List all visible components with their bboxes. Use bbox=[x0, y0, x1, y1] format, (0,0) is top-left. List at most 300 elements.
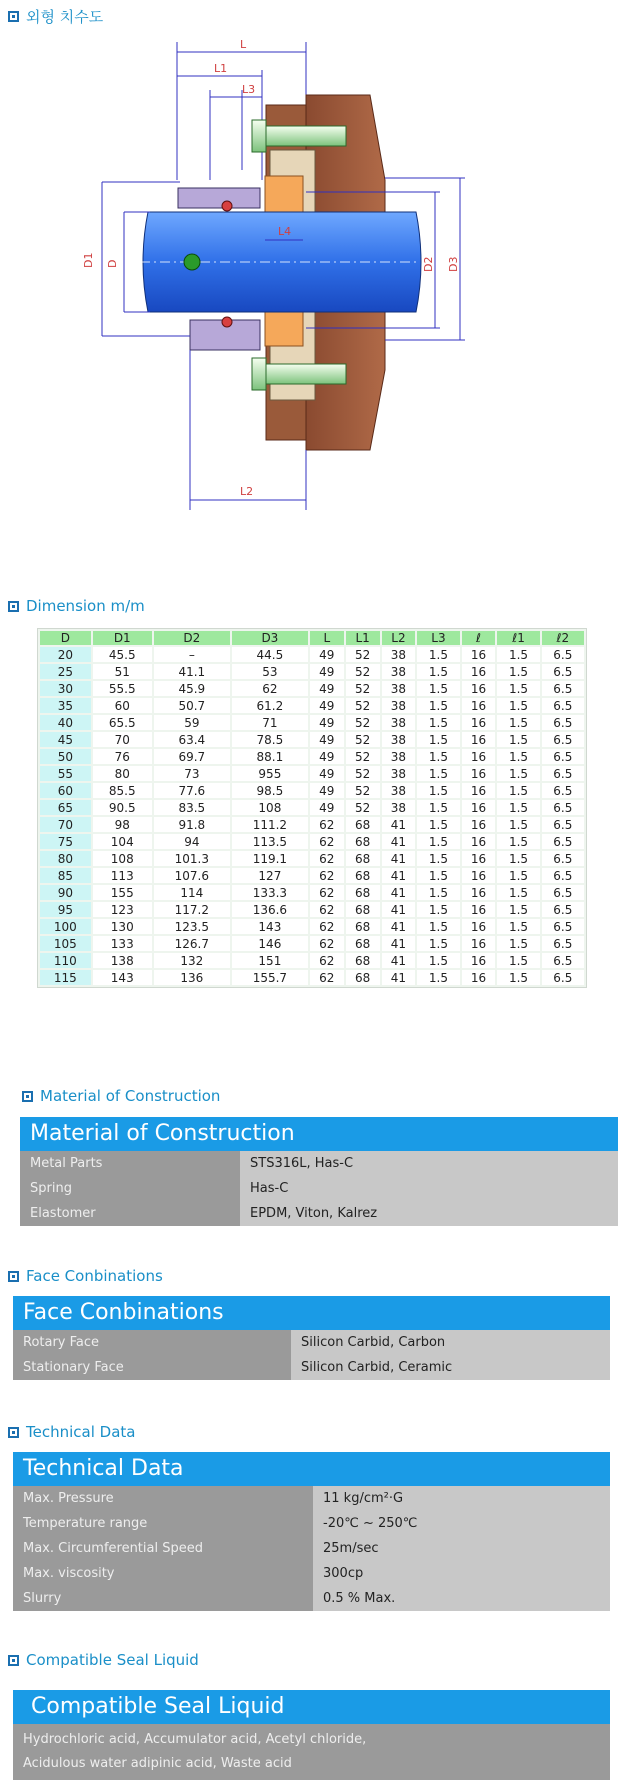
table-cell: 68 bbox=[346, 953, 380, 968]
table-cell: 105 bbox=[40, 936, 91, 951]
table-cell: 1.5 bbox=[497, 834, 539, 849]
table-cell: 16 bbox=[462, 749, 496, 764]
table-cell: 75 bbox=[40, 834, 91, 849]
table-cell: 1.5 bbox=[417, 936, 459, 951]
table-cell: 38 bbox=[382, 664, 416, 679]
table-cell: 1.5 bbox=[417, 953, 459, 968]
table-cell: 30 bbox=[40, 681, 91, 696]
table-cell: 95 bbox=[40, 902, 91, 917]
table-cell: 1.5 bbox=[497, 919, 539, 934]
table-cell: 50.7 bbox=[154, 698, 230, 713]
table-cell: 52 bbox=[346, 732, 380, 747]
table-cell: 52 bbox=[346, 766, 380, 781]
table-cell: 16 bbox=[462, 732, 496, 747]
table-cell: 52 bbox=[346, 800, 380, 815]
table-cell: 1.5 bbox=[417, 885, 459, 900]
table-cell: 1.5 bbox=[497, 936, 539, 951]
table-cell: 6.5 bbox=[542, 681, 584, 696]
table-cell: 44.5 bbox=[232, 647, 308, 662]
table-row bbox=[40, 834, 584, 849]
material-block bbox=[20, 1117, 618, 1226]
table-cell: 101.3 bbox=[154, 851, 230, 866]
column-header: D1 bbox=[93, 631, 152, 645]
table-row bbox=[40, 800, 584, 815]
table-row bbox=[40, 817, 584, 832]
table-cell: 49 bbox=[310, 749, 344, 764]
property-value: STS316L, Has-C bbox=[240, 1151, 618, 1176]
table-cell: 123 bbox=[93, 902, 152, 917]
table-cell: 6.5 bbox=[542, 834, 584, 849]
table-row bbox=[40, 766, 584, 781]
column-header: L2 bbox=[382, 631, 416, 645]
technical-row bbox=[13, 1511, 610, 1536]
table-cell: 41 bbox=[382, 970, 416, 985]
table-cell: 1.5 bbox=[417, 664, 459, 679]
column-header: ℓ1 bbox=[497, 631, 539, 645]
table-cell: 6.5 bbox=[542, 715, 584, 730]
table-cell: 6.5 bbox=[542, 919, 584, 934]
table-cell: 25 bbox=[40, 664, 91, 679]
label-D2: D2 bbox=[422, 256, 435, 272]
table-cell: 1.5 bbox=[417, 970, 459, 985]
table-cell: 41.1 bbox=[154, 664, 230, 679]
table-cell: 1.5 bbox=[417, 732, 459, 747]
table-cell: 68 bbox=[346, 834, 380, 849]
table-cell: 1.5 bbox=[417, 919, 459, 934]
table-cell: 1.5 bbox=[497, 902, 539, 917]
column-header: L1 bbox=[346, 631, 380, 645]
table-cell: 69.7 bbox=[154, 749, 230, 764]
property-value: Silicon Carbid, Ceramic bbox=[291, 1355, 610, 1380]
table-row bbox=[40, 715, 584, 730]
property-key: Temperature range bbox=[13, 1511, 313, 1536]
table-cell: 65 bbox=[40, 800, 91, 815]
table-cell: 6.5 bbox=[542, 749, 584, 764]
table-cell: 62 bbox=[310, 851, 344, 866]
column-header: D2 bbox=[154, 631, 230, 645]
property-value: 0.5 % Max. bbox=[313, 1586, 610, 1611]
table-cell: 108 bbox=[232, 800, 308, 815]
table-cell: 41 bbox=[382, 936, 416, 951]
table-cell: 1.5 bbox=[497, 851, 539, 866]
face-row bbox=[13, 1330, 610, 1355]
property-value: 11 kg/cm²·G bbox=[313, 1486, 610, 1511]
table-cell: 62 bbox=[310, 919, 344, 934]
table-cell: 1.5 bbox=[497, 817, 539, 832]
table-cell: 155.7 bbox=[232, 970, 308, 985]
material-banner: Material of Construction bbox=[20, 1117, 618, 1151]
table-cell: 16 bbox=[462, 919, 496, 934]
table-cell: 133.3 bbox=[232, 885, 308, 900]
table-row bbox=[40, 868, 584, 883]
table-cell: 104 bbox=[93, 834, 152, 849]
table-cell: 98 bbox=[93, 817, 152, 832]
table-cell: 146 bbox=[232, 936, 308, 951]
liquid-block bbox=[13, 1690, 610, 1780]
table-cell: 91.8 bbox=[154, 817, 230, 832]
label-D3: D3 bbox=[447, 256, 460, 272]
table-cell: 100 bbox=[40, 919, 91, 934]
square-bullet-icon bbox=[8, 11, 19, 22]
table-cell: 1.5 bbox=[417, 851, 459, 866]
table-cell: 60 bbox=[93, 698, 152, 713]
column-header: D3 bbox=[232, 631, 308, 645]
table-cell: 16 bbox=[462, 664, 496, 679]
table-cell: 68 bbox=[346, 885, 380, 900]
table-cell: 6.5 bbox=[542, 664, 584, 679]
column-header: L bbox=[310, 631, 344, 645]
section-header-dimension bbox=[8, 596, 145, 616]
table-cell: 16 bbox=[462, 800, 496, 815]
table-cell: 80 bbox=[93, 766, 152, 781]
section-header-material bbox=[22, 1086, 220, 1106]
table-cell: 52 bbox=[346, 715, 380, 730]
table-cell: 6.5 bbox=[542, 851, 584, 866]
liquid-line: Acidulous water adipinic acid, Waste acid bbox=[23, 1756, 292, 1771]
table-cell: 90.5 bbox=[93, 800, 152, 815]
table-cell: 114 bbox=[154, 885, 230, 900]
square-bullet-icon bbox=[8, 1427, 19, 1438]
table-cell: 68 bbox=[346, 902, 380, 917]
column-header: ℓ bbox=[462, 631, 496, 645]
table-cell: 1.5 bbox=[417, 647, 459, 662]
table-cell: 38 bbox=[382, 800, 416, 815]
table-row bbox=[40, 749, 584, 764]
section-title-technical: Technical Data bbox=[26, 1423, 136, 1441]
liquid-line: Hydrochloric acid, Accumulator acid, Acetyl chloride, bbox=[23, 1732, 367, 1747]
table-cell: 110 bbox=[40, 953, 91, 968]
table-cell: 16 bbox=[462, 970, 496, 985]
table-cell: 38 bbox=[382, 749, 416, 764]
table-cell: 1.5 bbox=[497, 715, 539, 730]
table-cell: 6.5 bbox=[542, 766, 584, 781]
table-cell: 50 bbox=[40, 749, 91, 764]
table-cell: 6.5 bbox=[542, 647, 584, 662]
table-cell: 130 bbox=[93, 919, 152, 934]
column-header: D bbox=[40, 631, 91, 645]
table-cell: 98.5 bbox=[232, 783, 308, 798]
table-cell: 20 bbox=[40, 647, 91, 662]
table-cell: 40 bbox=[40, 715, 91, 730]
table-cell: 1.5 bbox=[417, 868, 459, 883]
property-key: Stationary Face bbox=[13, 1355, 291, 1380]
table-cell: 65.5 bbox=[93, 715, 152, 730]
table-cell: 1.5 bbox=[497, 783, 539, 798]
property-key: Max. Circumferential Speed bbox=[13, 1536, 313, 1561]
face-banner: Face Conbinations bbox=[13, 1296, 610, 1330]
table-cell: 115 bbox=[40, 970, 91, 985]
table-cell: 16 bbox=[462, 681, 496, 696]
table-cell: 35 bbox=[40, 698, 91, 713]
table-cell: 62 bbox=[232, 681, 308, 696]
square-bullet-icon bbox=[8, 1271, 19, 1282]
table-cell: 136 bbox=[154, 970, 230, 985]
property-value: Silicon Carbid, Carbon bbox=[291, 1330, 610, 1355]
table-row bbox=[40, 953, 584, 968]
property-key: Max. viscosity bbox=[13, 1561, 313, 1586]
table-cell: 52 bbox=[346, 698, 380, 713]
table-cell: 113 bbox=[93, 868, 152, 883]
table-cell: 38 bbox=[382, 715, 416, 730]
technical-row bbox=[13, 1561, 610, 1586]
property-key: Slurry bbox=[13, 1586, 313, 1611]
table-cell: 1.5 bbox=[417, 749, 459, 764]
face-block bbox=[13, 1296, 610, 1380]
table-cell: 60 bbox=[40, 783, 91, 798]
table-cell: 61.2 bbox=[232, 698, 308, 713]
table-row bbox=[40, 885, 584, 900]
table-cell: 62 bbox=[310, 936, 344, 951]
label-L2: L2 bbox=[240, 485, 254, 498]
table-cell: 6.5 bbox=[542, 783, 584, 798]
table-cell: 68 bbox=[346, 919, 380, 934]
table-cell: 16 bbox=[462, 834, 496, 849]
table-cell: 132 bbox=[154, 953, 230, 968]
section-header-face bbox=[8, 1266, 163, 1286]
technical-row bbox=[13, 1536, 610, 1561]
table-cell: 143 bbox=[93, 970, 152, 985]
table-cell: 83.5 bbox=[154, 800, 230, 815]
table-cell: 49 bbox=[310, 681, 344, 696]
table-cell: 955 bbox=[232, 766, 308, 781]
property-key: Rotary Face bbox=[13, 1330, 291, 1355]
table-cell: 59 bbox=[154, 715, 230, 730]
table-cell: 68 bbox=[346, 868, 380, 883]
table-cell: 49 bbox=[310, 783, 344, 798]
table-cell: 53 bbox=[232, 664, 308, 679]
table-row bbox=[40, 919, 584, 934]
table-row bbox=[40, 647, 584, 662]
section-title-outline: 외형 치수도 bbox=[26, 7, 104, 26]
table-cell: 45.5 bbox=[93, 647, 152, 662]
table-cell: 78.5 bbox=[232, 732, 308, 747]
table-cell: 1.5 bbox=[497, 664, 539, 679]
table-cell: 71 bbox=[232, 715, 308, 730]
property-key: Max. Pressure bbox=[13, 1486, 313, 1511]
material-row bbox=[20, 1201, 618, 1226]
technical-block bbox=[13, 1452, 610, 1611]
table-cell: 155 bbox=[93, 885, 152, 900]
table-cell: 62 bbox=[310, 970, 344, 985]
table-cell: 136.6 bbox=[232, 902, 308, 917]
table-cell: 16 bbox=[462, 817, 496, 832]
table-cell: 90 bbox=[40, 885, 91, 900]
table-cell: 68 bbox=[346, 970, 380, 985]
table-cell: 38 bbox=[382, 766, 416, 781]
table-cell: 38 bbox=[382, 647, 416, 662]
property-key: Metal Parts bbox=[20, 1151, 240, 1176]
property-key: Spring bbox=[20, 1176, 240, 1201]
table-cell: 49 bbox=[310, 647, 344, 662]
table-cell: 133 bbox=[93, 936, 152, 951]
table-cell: 123.5 bbox=[154, 919, 230, 934]
table-cell: 16 bbox=[462, 851, 496, 866]
column-header: ℓ2 bbox=[542, 631, 584, 645]
table-cell: 113.5 bbox=[232, 834, 308, 849]
table-cell: 63.4 bbox=[154, 732, 230, 747]
table-cell: 55 bbox=[40, 766, 91, 781]
table-cell: 62 bbox=[310, 817, 344, 832]
table-cell: 52 bbox=[346, 783, 380, 798]
table-cell: 1.5 bbox=[497, 868, 539, 883]
section-header-liquid bbox=[8, 1650, 199, 1670]
table-cell: 51 bbox=[93, 664, 152, 679]
table-cell: 68 bbox=[346, 851, 380, 866]
table-cell: 6.5 bbox=[542, 817, 584, 832]
table-cell: 41 bbox=[382, 902, 416, 917]
table-cell: 1.5 bbox=[417, 681, 459, 696]
table-cell: 127 bbox=[232, 868, 308, 883]
label-D1: D1 bbox=[82, 252, 95, 268]
table-cell: 45.9 bbox=[154, 681, 230, 696]
liquid-list bbox=[13, 1724, 610, 1780]
dimension-table bbox=[37, 628, 587, 988]
table-cell: 62 bbox=[310, 868, 344, 883]
table-cell: 151 bbox=[232, 953, 308, 968]
table-cell: 6.5 bbox=[542, 732, 584, 747]
table-cell: 55.5 bbox=[93, 681, 152, 696]
table-cell: 16 bbox=[462, 885, 496, 900]
table-row bbox=[40, 681, 584, 696]
table-cell: 38 bbox=[382, 681, 416, 696]
table-cell: 52 bbox=[346, 681, 380, 696]
table-cell: – bbox=[154, 647, 230, 662]
table-cell: 107.6 bbox=[154, 868, 230, 883]
table-cell: 41 bbox=[382, 834, 416, 849]
section-header-outline bbox=[8, 6, 103, 26]
table-cell: 16 bbox=[462, 766, 496, 781]
table-row bbox=[40, 664, 584, 679]
table-cell: 62 bbox=[310, 834, 344, 849]
table-cell: 16 bbox=[462, 715, 496, 730]
table-cell: 41 bbox=[382, 868, 416, 883]
table-cell: 1.5 bbox=[417, 698, 459, 713]
table-cell: 76 bbox=[93, 749, 152, 764]
property-value: 300cp bbox=[313, 1561, 610, 1586]
table-cell: 1.5 bbox=[497, 953, 539, 968]
table-cell: 1.5 bbox=[417, 783, 459, 798]
table-cell: 126.7 bbox=[154, 936, 230, 951]
table-cell: 88.1 bbox=[232, 749, 308, 764]
label-L3: L3 bbox=[242, 83, 256, 96]
label-L: L bbox=[240, 38, 247, 51]
label-L4: L4 bbox=[278, 225, 292, 238]
technical-banner: Technical Data bbox=[13, 1452, 610, 1486]
section-header-technical bbox=[8, 1422, 135, 1442]
table-cell: 6.5 bbox=[542, 698, 584, 713]
table-cell: 77.6 bbox=[154, 783, 230, 798]
table-cell: 138 bbox=[93, 953, 152, 968]
table-cell: 16 bbox=[462, 698, 496, 713]
table-cell: 1.5 bbox=[417, 800, 459, 815]
table-cell: 41 bbox=[382, 885, 416, 900]
section-title-face: Face Conbinations bbox=[26, 1267, 163, 1285]
table-cell: 1.5 bbox=[497, 749, 539, 764]
table-cell: 52 bbox=[346, 664, 380, 679]
technical-row bbox=[13, 1586, 610, 1611]
table-cell: 16 bbox=[462, 953, 496, 968]
section-title-dimension: Dimension m/m bbox=[26, 597, 145, 615]
table-cell: 117.2 bbox=[154, 902, 230, 917]
table-cell: 38 bbox=[382, 732, 416, 747]
table-row bbox=[40, 902, 584, 917]
label-L1: L1 bbox=[214, 62, 228, 75]
table-cell: 49 bbox=[310, 766, 344, 781]
table-cell: 49 bbox=[310, 732, 344, 747]
square-bullet-icon bbox=[8, 1655, 19, 1666]
table-cell: 68 bbox=[346, 817, 380, 832]
table-cell: 1.5 bbox=[417, 834, 459, 849]
square-bullet-icon bbox=[8, 601, 19, 612]
table-cell: 1.5 bbox=[497, 647, 539, 662]
table-cell: 16 bbox=[462, 783, 496, 798]
property-value: Has-C bbox=[240, 1176, 618, 1201]
liquid-banner: Compatible Seal Liquid bbox=[13, 1690, 610, 1724]
table-cell: 52 bbox=[346, 647, 380, 662]
table-cell: 1.5 bbox=[497, 698, 539, 713]
face-row bbox=[13, 1355, 610, 1380]
table-cell: 41 bbox=[382, 817, 416, 832]
material-row bbox=[20, 1151, 618, 1176]
table-cell: 41 bbox=[382, 851, 416, 866]
table-cell: 1.5 bbox=[417, 715, 459, 730]
table-cell: 1.5 bbox=[417, 902, 459, 917]
table-cell: 62 bbox=[310, 953, 344, 968]
table-cell: 68 bbox=[346, 936, 380, 951]
table-cell: 41 bbox=[382, 919, 416, 934]
table-cell: 85.5 bbox=[93, 783, 152, 798]
table-cell: 6.5 bbox=[542, 902, 584, 917]
table-cell: 108 bbox=[93, 851, 152, 866]
table-header-row bbox=[40, 631, 584, 645]
table-row bbox=[40, 970, 584, 985]
table-cell: 80 bbox=[40, 851, 91, 866]
table-cell: 6.5 bbox=[542, 936, 584, 951]
table-cell: 1.5 bbox=[417, 817, 459, 832]
table-cell: 70 bbox=[93, 732, 152, 747]
table-cell: 16 bbox=[462, 902, 496, 917]
table-cell: 49 bbox=[310, 698, 344, 713]
label-D: D bbox=[106, 259, 119, 268]
property-value: 25m/sec bbox=[313, 1536, 610, 1561]
table-row bbox=[40, 851, 584, 866]
table-cell: 119.1 bbox=[232, 851, 308, 866]
property-value: -20℃ ~ 250℃ bbox=[313, 1511, 610, 1536]
square-bullet-icon bbox=[22, 1091, 33, 1102]
table-cell: 6.5 bbox=[542, 953, 584, 968]
table-cell: 6.5 bbox=[542, 868, 584, 883]
section-title-material: Material of Construction bbox=[40, 1087, 221, 1105]
table-cell: 1.5 bbox=[417, 766, 459, 781]
table-cell: 6.5 bbox=[542, 885, 584, 900]
table-cell: 49 bbox=[310, 715, 344, 730]
table-cell: 1.5 bbox=[497, 885, 539, 900]
table-row bbox=[40, 698, 584, 713]
table-cell: 62 bbox=[310, 902, 344, 917]
table-cell: 16 bbox=[462, 868, 496, 883]
table-cell: 62 bbox=[310, 885, 344, 900]
table-row bbox=[40, 936, 584, 951]
table-cell: 6.5 bbox=[542, 970, 584, 985]
table-cell: 1.5 bbox=[497, 732, 539, 747]
table-cell: 1.5 bbox=[497, 766, 539, 781]
table-cell: 85 bbox=[40, 868, 91, 883]
table-cell: 1.5 bbox=[497, 681, 539, 696]
table-cell: 1.5 bbox=[497, 800, 539, 815]
table-cell: 38 bbox=[382, 783, 416, 798]
table-cell: 38 bbox=[382, 698, 416, 713]
material-row bbox=[20, 1176, 618, 1201]
